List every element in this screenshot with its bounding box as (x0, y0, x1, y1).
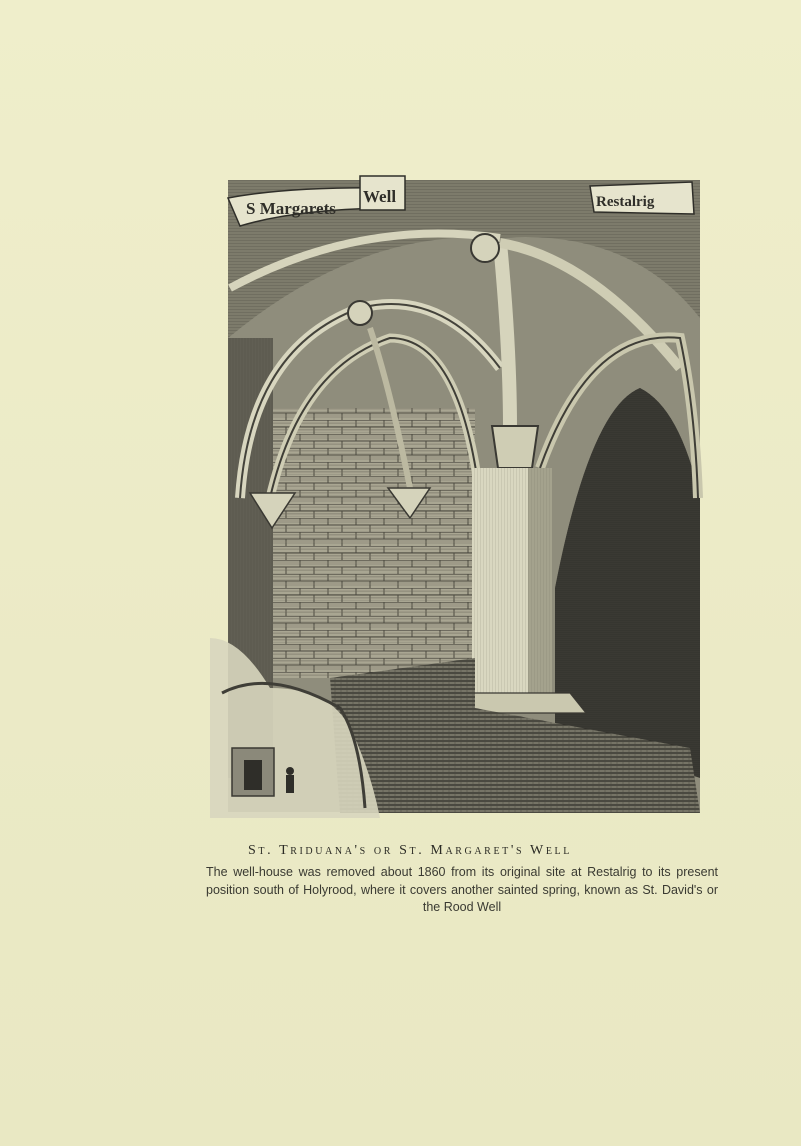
caption-title: St. Triduana's or St. Margaret's Well (248, 843, 572, 858)
caption-body: The well-house was removed about 1860 from its original site at Restalrig to its present position south of Holyrood, where it covers another sainted spring, known as St. David's or the Rood Well (206, 865, 718, 914)
banner-center-text: Well (363, 187, 397, 206)
engraving-illustration (210, 168, 710, 828)
banner-right-text: Restalrig (596, 194, 655, 210)
banner-left-text: S Margarets (246, 199, 336, 218)
